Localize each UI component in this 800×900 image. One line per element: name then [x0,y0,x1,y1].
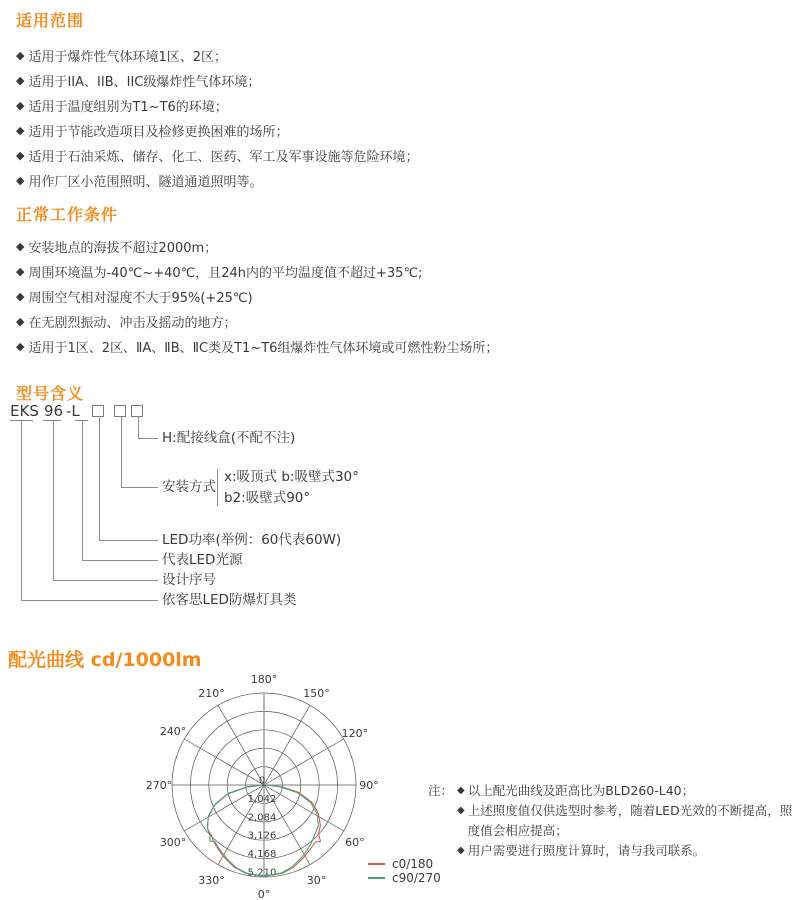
list-item-text: 适用于1区、2区、ⅡA、ⅡB、ⅡC类及T1~T6组爆炸性气体环境或可燃性粉尘场所； [28,341,499,356]
legend-swatch-c90-270 [368,877,385,879]
connector-line [53,421,54,580]
list-item [16,118,418,143]
svg-text:210°: 210° [198,686,225,700]
diamond-bullet-icon: ◆ [16,340,25,353]
notes-label: 注： [428,783,454,798]
options-divider-line [217,469,218,506]
svg-text:330°: 330° [198,874,225,888]
svg-text:90°: 90° [359,779,379,792]
model-label-junction: H:配接线盒(不配不注) [162,430,296,446]
model-code-family: EKS [10,402,39,420]
list-item-text: 适用于石油采炼、储存、化工、医药、军工及军事设施等危险环境； [28,150,419,165]
list-item-text: 适用于温度组别为T1~T6的环境； [28,100,228,115]
list-item [16,309,498,334]
section-title-curve: 配光曲线 cd/1000lm [8,649,202,671]
diamond-bullet-icon: ◆ [457,845,465,856]
svg-text:3,126: 3,126 [247,830,277,842]
svg-text:240°: 240° [159,725,187,738]
note-text: 用户需要进行照度计算时，请与我司联系。 [467,843,706,858]
svg-text:5,210: 5,210 [247,867,277,879]
list-item [16,68,418,93]
list-item-text: 周围空气相对湿度不大于95%(+25℃) [28,291,253,306]
note-item [457,841,800,861]
working-list [16,234,498,359]
underline [43,420,61,421]
list-item-text: 在无剧烈振动、冲击及摇动的地方； [28,316,237,331]
legend-label: c0/180 [392,857,434,871]
svg-text:0°: 0° [257,888,271,900]
svg-text:0: 0 [258,775,266,787]
list-item [16,284,498,309]
connector-line [21,600,158,601]
diamond-bullet-icon: ◆ [16,99,25,112]
connector-line [121,487,158,488]
diamond-bullet-icon: ◆ [16,265,25,278]
model-label-mount: 安装方式 [162,479,216,495]
section-title-working: 正常工作条件 [16,205,119,224]
model-code-power-box [92,405,104,417]
svg-text:2,084: 2,084 [247,812,277,824]
list-item [16,259,498,284]
list-item [16,334,498,359]
connector-line [82,421,83,560]
diamond-bullet-icon: ◆ [16,149,25,162]
model-label-source: 代表LED光源 [162,552,243,568]
note-item [457,781,800,801]
list-item [16,43,418,68]
diamond-bullet-icon: ◆ [16,124,25,137]
connector-line [138,416,139,438]
diamond-bullet-icon: ◆ [16,174,25,187]
svg-text:4,168: 4,168 [247,849,277,861]
mount-option-2: b2:吸壁式90° [224,490,311,506]
diamond-bullet-icon: ◆ [457,805,465,816]
svg-text:300°: 300° [159,836,187,849]
model-code-source: -L [66,402,80,420]
list-item [16,234,498,259]
connector-line [138,438,158,439]
legend-swatch-c0-180 [368,863,385,865]
list-item-text: 周围环境温为-40℃~+40℃，且24h内的平均温度值不超过+35℃; [28,266,423,281]
legend-label: c90/270 [392,871,441,885]
connector-line [99,416,100,540]
connector-line [99,540,158,541]
model-label-family: 依客思LED防爆灯具类 [162,592,297,608]
diamond-bullet-icon: ◆ [16,74,25,87]
model-code-mount-box [114,405,126,417]
section-title-scope: 适用范围 [16,11,85,30]
diamond-bullet-icon: ◆ [16,49,25,62]
scope-list [16,43,418,193]
list-item [16,168,418,193]
note-item [457,801,800,841]
list-item-text: 适用于IIA、IIB、IIC级爆炸性气体环境； [28,75,261,90]
list-item-text: 用作厂区小范围照明、隧道通道照明等。 [28,175,263,190]
model-label-design: 设计序号 [162,572,216,588]
svg-text:120°: 120° [341,727,369,740]
connector-line [53,580,158,581]
notes-block [428,781,800,861]
mount-option-1: x:吸顶式 b:吸壁式30° [224,469,359,485]
svg-text:180°: 180° [250,673,278,686]
model-code-series: 96 [44,402,64,420]
mount-options [224,467,359,509]
section-title-model: 型号含义 [16,384,85,403]
diamond-bullet-icon: ◆ [16,290,25,303]
svg-text:60°: 60° [345,836,365,849]
list-item [16,143,418,168]
note-text: 以上配光曲线及距高比为BLD260-L40； [467,783,695,798]
connector-line [121,416,122,487]
svg-text:150°: 150° [303,686,330,700]
svg-text:30°: 30° [306,874,327,888]
model-code-junction-box [131,405,143,417]
connector-line [21,421,22,600]
svg-text:1,042: 1,042 [247,793,277,805]
svg-text:270°: 270° [145,779,173,792]
diamond-bullet-icon: ◆ [16,240,25,253]
list-item-text: 适用于节能改造项目及检修更换困难的场所； [28,125,289,140]
list-item-text: 适用于爆炸性气体环境1区、2区； [28,50,228,65]
polar-chart [144,672,384,900]
list-item-text: 安装地点的海拔不超过2000m； [28,241,218,256]
diamond-bullet-icon: ◆ [16,315,25,328]
note-text: 上述照度值仅供选型时参考，随着LED光效的不断提高，照度值会相应提高； [467,803,793,838]
legend-item [368,871,441,885]
list-item [16,93,418,118]
diamond-bullet-icon: ◆ [457,785,465,796]
chart-legend [368,857,441,885]
model-label-power: LED功率(举例：60代表60W) [162,532,342,548]
connector-line [82,560,158,561]
